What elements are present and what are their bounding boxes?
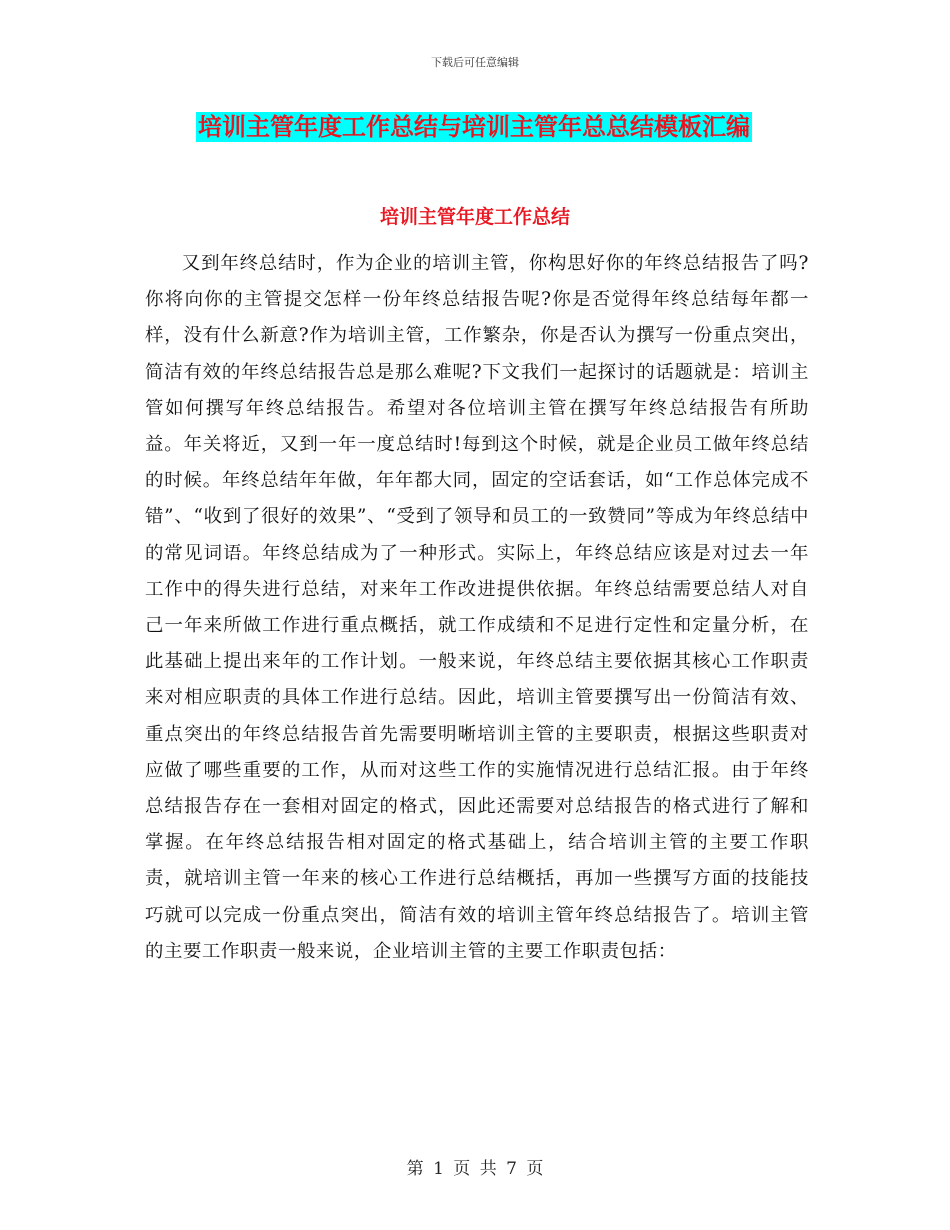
header-note: 下载后可任意编辑	[431, 56, 519, 69]
page-number-footer: 第 1 页 共 7 页	[406, 1159, 544, 1179]
document-title: 培训主管年度工作总结与培训主管年总总结模板汇编	[198, 113, 750, 141]
body-paragraph: 又到年终总结时，作为企业的培训主管，你构思好你的年终总结报告了吗?你将向你的主管提交怎样一份年终总结报告呢?你是否觉得年终总结每年都一样，没有什么新意?作为培训主管，工作繁杂，你是否认为撰写一份重点突出，简洁有效的年终总结报告总是那么难呢?下文我们一起探讨的话题就是：培训主管如何撰写年终总结报告。希望对各位培训主管在撰写年终总结报告有所助益。年关将近，又到一年一度总结时!每到这个时候，就是企业员工做年终总结的时候。年终总结年年做，年年都大同，固定的空话套话，如“工作总体完成不错”、“收到了很好的效果”、“受到了领导和员工的一致赞同”等成为年终总结中的常见词语。年终总结成为了一种形式。实际上，年终总结应该是对过去一年工作中的得失进行总结，对来年工作改进提供依据。年终总结需要总结人对自己一年来所做工作进行重点概括，就工作成绩和不足进行定性和定量分析，在此基础上提出来年的工作计划。一般来说，年终总结主要依据其核心工作职责来对相应职责的具体工作进行总结。因此，培训主管要撰写出一份简洁有效、重点突出的年终总结报告首先需要明晰培训主管的主要职责，根据这些职责对应做了哪些重要的工作，从而对这些工作的实施情况进行总结汇报。由于年终总结报告存在一套相对固定的格式，因此还需要对总结报告的格式进行了解和掌握。在年终总结报告相对固定的格式基础上，结合培训主管的主要工作职责，就培训主管一年来的核心工作进行总结概括，再加一些撰写方面的技能技巧就可以完成一份重点突出，简洁有效的培训主管年终总结报告了。培训主管的主要工作职责一般来说，企业培训主管的主要工作职责包括：	[145, 253, 809, 962]
section-title: 培训主管年度工作总结	[379, 206, 570, 228]
document-title-wrap	[196, 112, 752, 142]
